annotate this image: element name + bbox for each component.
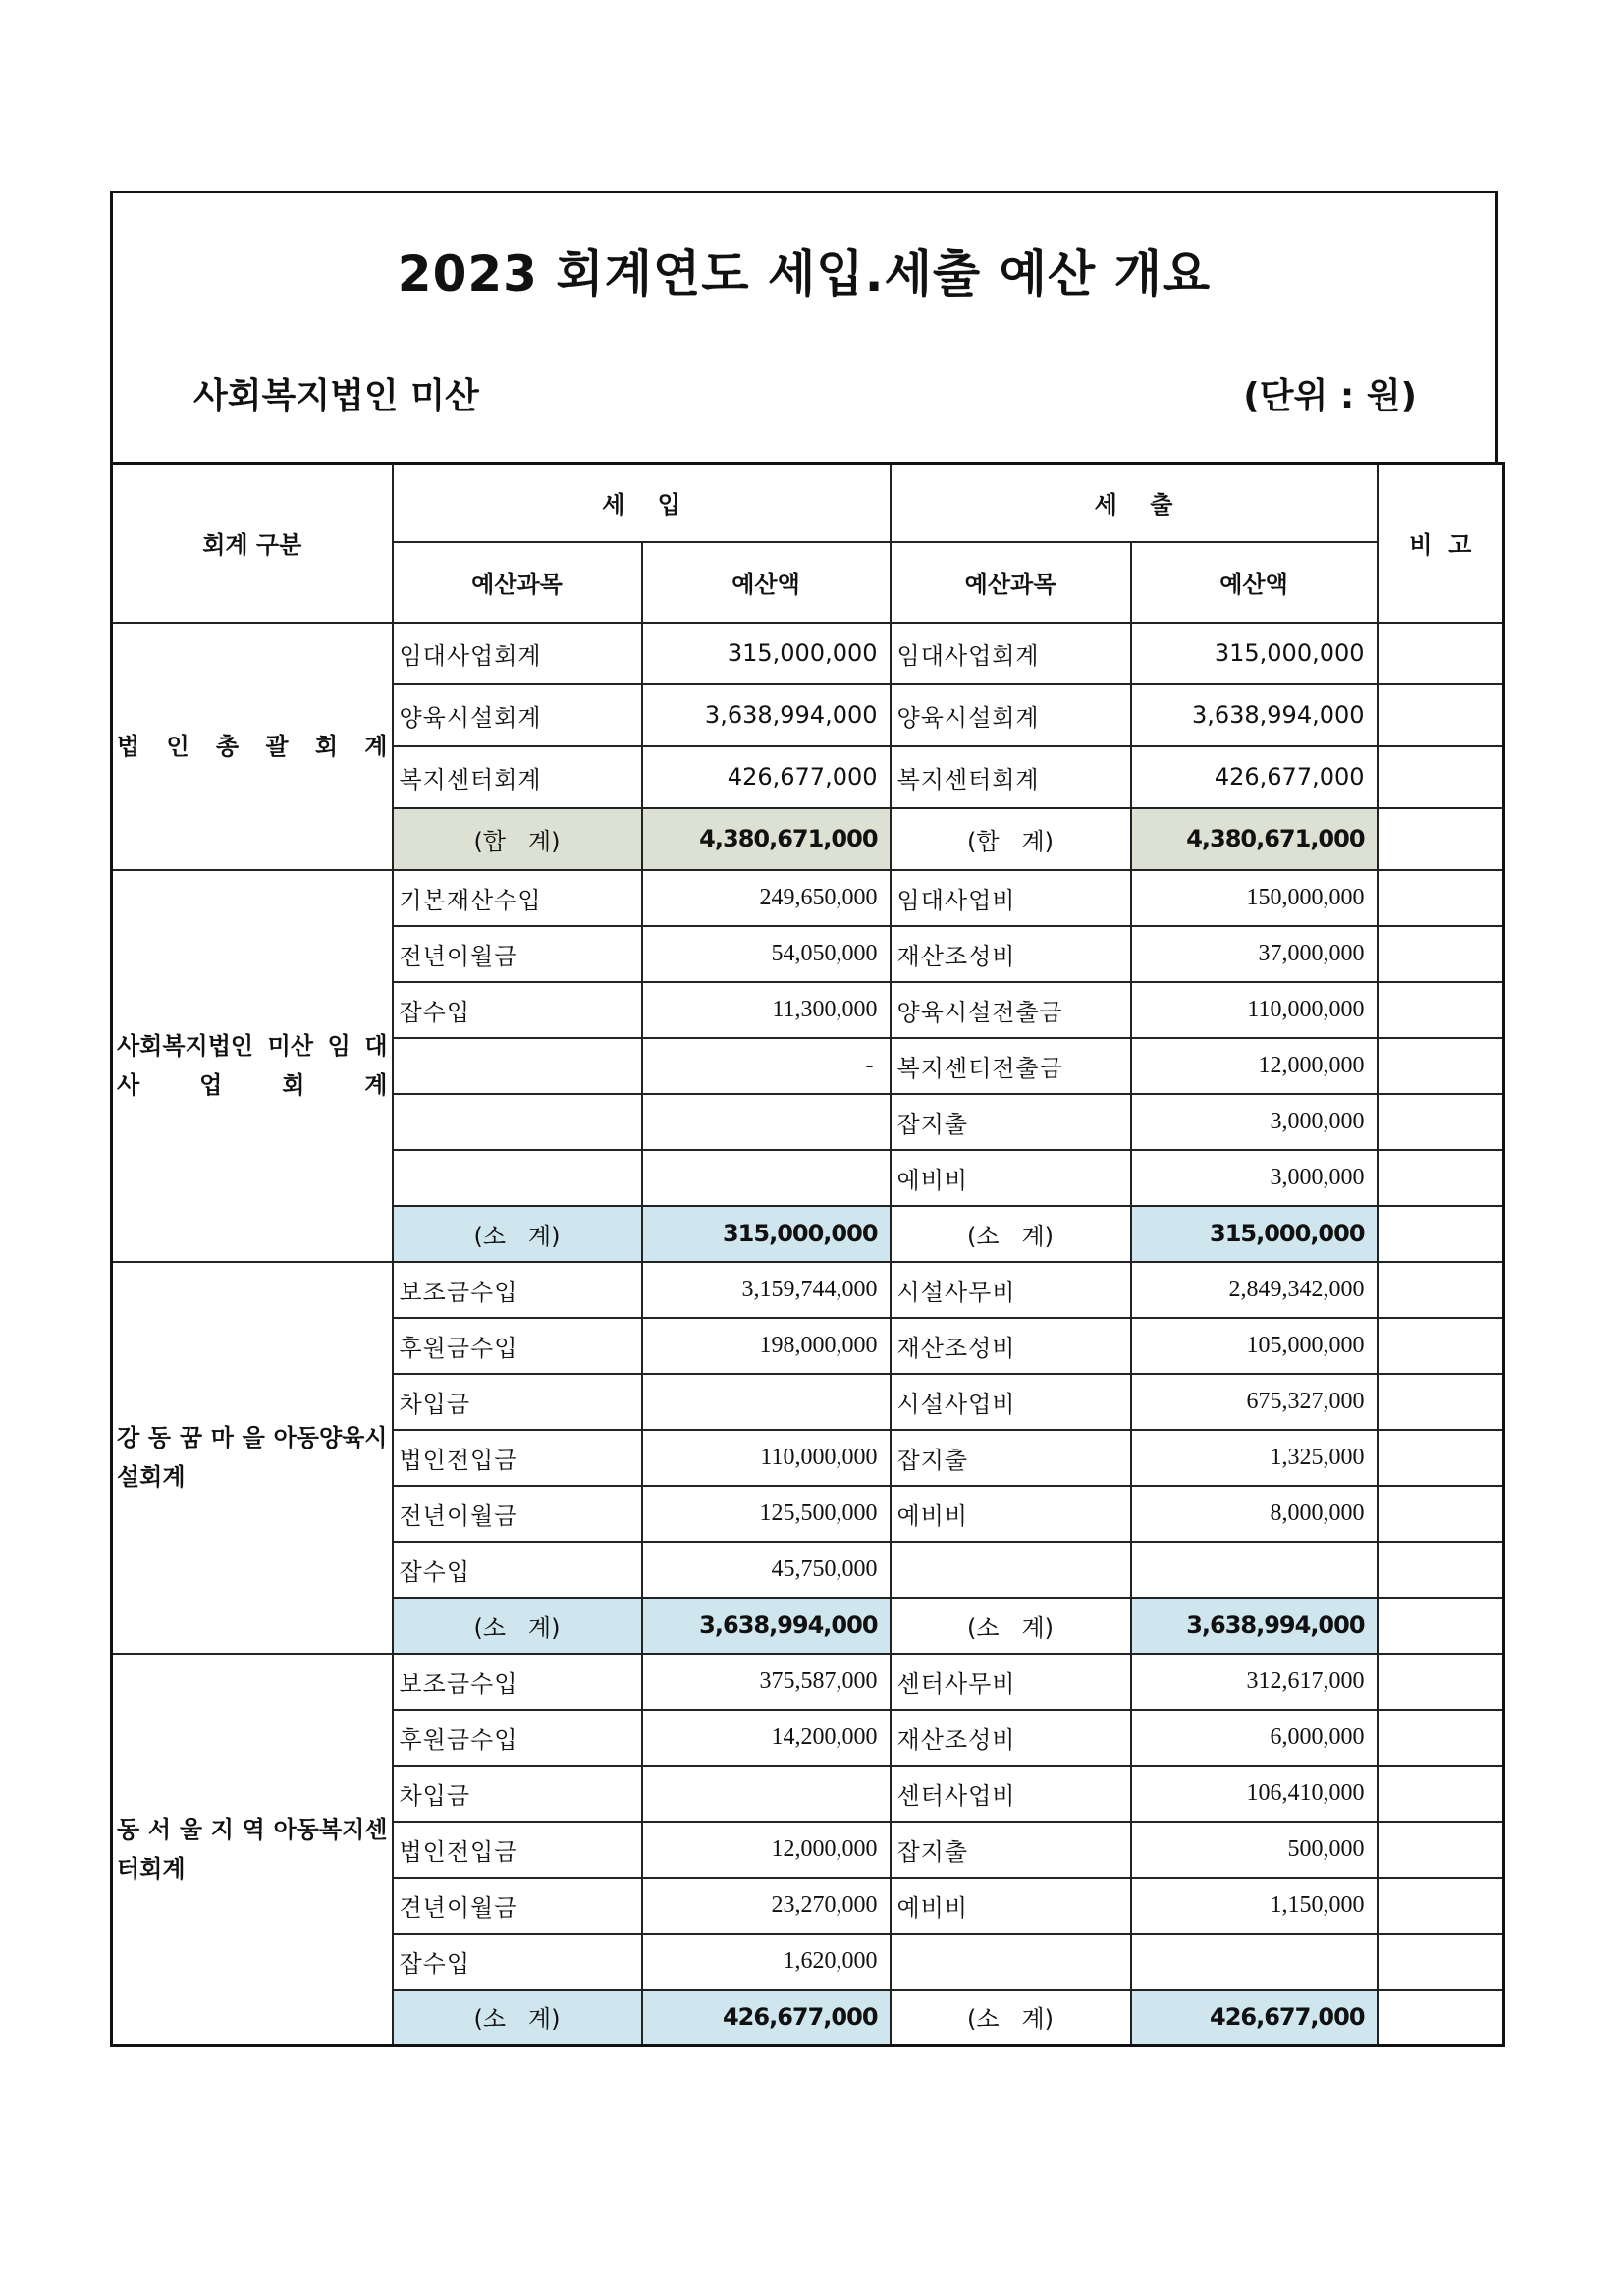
expense-amount: 106,410,000: [1131, 1766, 1378, 1822]
remarks-cell: [1378, 1206, 1504, 1262]
expense-amount: 1,325,000: [1131, 1430, 1378, 1486]
revenue-amount: [642, 1374, 891, 1430]
revenue-item: 전년이월금: [393, 1486, 642, 1542]
header-expense: 세 출: [891, 464, 1378, 542]
expense-item: 잡지출: [891, 1430, 1131, 1486]
sum-label: (소 계): [393, 1598, 642, 1654]
budget-document: [110, 191, 1502, 2168]
remarks-cell: [1378, 1486, 1504, 1542]
account-group-name: 법 인 총 괄 회 계: [112, 623, 393, 870]
sum-expense-label: (소 계): [891, 1990, 1131, 2046]
expense-amount: 12,000,000: [1131, 1038, 1378, 1094]
remarks-cell: [1378, 1318, 1504, 1374]
revenue-item: 잡수입: [393, 1542, 642, 1598]
revenue-item: 잡수입: [393, 982, 642, 1038]
header-remarks: 비 고: [1378, 464, 1504, 623]
revenue-item: 견년이월금: [393, 1878, 642, 1934]
revenue-item: 법인전입금: [393, 1430, 642, 1486]
expense-item: 양육시설회계: [891, 684, 1131, 746]
expense-amount: 1,150,000: [1131, 1878, 1378, 1934]
expense-amount: 110,000,000: [1131, 982, 1378, 1038]
expense-item: [891, 1542, 1131, 1598]
sum-expense-amount: 3,638,994,000: [1131, 1598, 1378, 1654]
header-rev-item: 예산과목: [393, 542, 642, 623]
expense-item: 임대사업비: [891, 870, 1131, 926]
revenue-amount: 426,677,000: [642, 746, 891, 808]
sum-label: (소 계): [393, 1206, 642, 1262]
expense-item: 센터사업비: [891, 1766, 1131, 1822]
unit-label: (단위 : 원): [1243, 376, 1417, 416]
expense-item: 양육시설전출금: [891, 982, 1131, 1038]
expense-amount: 8,000,000: [1131, 1486, 1378, 1542]
sum-revenue-amount: 4,380,671,000: [642, 808, 891, 870]
revenue-amount: 3,159,744,000: [642, 1262, 891, 1318]
expense-item: [891, 1934, 1131, 1990]
revenue-amount: 12,000,000: [642, 1822, 891, 1878]
expense-item: 복지센터회계: [891, 746, 1131, 808]
expense-amount: 2,849,342,000: [1131, 1262, 1378, 1318]
expense-item: 복지센터전출금: [891, 1038, 1131, 1094]
remarks-cell: [1378, 1710, 1504, 1766]
revenue-item: [393, 1094, 642, 1150]
expense-item: 예비비: [891, 1878, 1131, 1934]
remarks-cell: [1378, 870, 1504, 926]
remarks-cell: [1378, 1822, 1504, 1878]
expense-item: 예비비: [891, 1150, 1131, 1206]
expense-amount: [1131, 1934, 1378, 1990]
expense-item: 예비비: [891, 1486, 1131, 1542]
sum-expense-amount: 315,000,000: [1131, 1206, 1378, 1262]
revenue-amount: 249,650,000: [642, 870, 891, 926]
revenue-amount: 54,050,000: [642, 926, 891, 982]
remarks-cell: [1378, 1038, 1504, 1094]
revenue-amount: 23,270,000: [642, 1878, 891, 1934]
remarks-cell: [1378, 1542, 1504, 1598]
sum-label: (소 계): [393, 1990, 642, 2046]
expense-item: 재산조성비: [891, 1710, 1131, 1766]
sum-expense-label: (합 계): [891, 808, 1131, 870]
revenue-amount: 45,750,000: [642, 1542, 891, 1598]
expense-amount: 315,000,000: [1131, 623, 1378, 684]
remarks-cell: [1378, 1654, 1504, 1710]
revenue-amount: 198,000,000: [642, 1318, 891, 1374]
remarks-cell: [1378, 982, 1504, 1038]
sum-expense-label: (소 계): [891, 1206, 1131, 1262]
remarks-cell: [1378, 1150, 1504, 1206]
header-rev-amount: 예산액: [642, 542, 891, 623]
expense-amount: [1131, 1542, 1378, 1598]
revenue-item: [393, 1150, 642, 1206]
remarks-cell: [1378, 808, 1504, 870]
expense-item: 재산조성비: [891, 926, 1131, 982]
remarks-cell: [1378, 623, 1504, 684]
expense-item: 시설사무비: [891, 1262, 1131, 1318]
remarks-cell: [1378, 1094, 1504, 1150]
revenue-amount: 375,587,000: [642, 1654, 891, 1710]
header-exp-item: 예산과목: [891, 542, 1131, 623]
revenue-item: 후원금수입: [393, 1710, 642, 1766]
revenue-amount: [642, 1150, 891, 1206]
expense-item: 시설사업비: [891, 1374, 1131, 1430]
revenue-item: 임대사업회계: [393, 623, 642, 684]
expense-amount: 105,000,000: [1131, 1318, 1378, 1374]
revenue-item: 보조금수입: [393, 1262, 642, 1318]
header-exp-amount: 예산액: [1131, 542, 1378, 623]
remarks-cell: [1378, 684, 1504, 746]
table-row: [112, 870, 1504, 926]
table-row: [112, 1262, 1504, 1318]
remarks-cell: [1378, 1990, 1504, 2046]
revenue-item: 복지센터회계: [393, 746, 642, 808]
expense-item: 재산조성비: [891, 1318, 1131, 1374]
remarks-cell: [1378, 1374, 1504, 1430]
expense-amount: 150,000,000: [1131, 870, 1378, 926]
revenue-item: 차입금: [393, 1374, 642, 1430]
document-header: [110, 191, 1498, 462]
revenue-item: 기본재산수입: [393, 870, 642, 926]
remarks-cell: [1378, 1262, 1504, 1318]
expense-amount: 3,638,994,000: [1131, 684, 1378, 746]
revenue-item: 잡수입: [393, 1934, 642, 1990]
remarks-cell: [1378, 1878, 1504, 1934]
sum-expense-amount: 426,677,000: [1131, 1990, 1378, 2046]
budget-table: [110, 462, 1505, 2047]
expense-amount: 500,000: [1131, 1822, 1378, 1878]
sum-revenue-amount: 315,000,000: [642, 1206, 891, 1262]
sum-revenue-amount: 3,638,994,000: [642, 1598, 891, 1654]
revenue-item: 전년이월금: [393, 926, 642, 982]
sum-expense-amount: 4,380,671,000: [1131, 808, 1378, 870]
table-row: [112, 623, 1504, 684]
revenue-item: 법인전입금: [393, 1822, 642, 1878]
remarks-cell: [1378, 1598, 1504, 1654]
remarks-cell: [1378, 1430, 1504, 1486]
expense-amount: 6,000,000: [1131, 1710, 1378, 1766]
expense-amount: 37,000,000: [1131, 926, 1378, 982]
revenue-item: [393, 1038, 642, 1094]
revenue-amount: 315,000,000: [642, 623, 891, 684]
remarks-cell: [1378, 1766, 1504, 1822]
header-revenue: 세 입: [393, 464, 891, 542]
header-row-top: [112, 464, 1504, 542]
revenue-amount: 11,300,000: [642, 982, 891, 1038]
expense-item: 잡지출: [891, 1822, 1131, 1878]
sum-expense-label: (소 계): [891, 1598, 1131, 1654]
revenue-item: 후원금수입: [393, 1318, 642, 1374]
revenue-amount: 14,200,000: [642, 1710, 891, 1766]
revenue-amount: [642, 1094, 891, 1150]
header-account-type: 회계 구분: [112, 464, 393, 623]
expense-amount: 3,000,000: [1131, 1150, 1378, 1206]
sum-label: (합 계): [393, 808, 642, 870]
account-group-name: 동 서 울 지 역 아동복지센터회계: [112, 1654, 393, 2046]
expense-item: 잡지출: [891, 1094, 1131, 1150]
revenue-item: 보조금수입: [393, 1654, 642, 1710]
account-group-name: 사회복지법인 미산 임 대 사 업 회 계: [112, 870, 393, 1262]
account-group-name: 강 동 꿈 마 을 아동양육시설회계: [112, 1262, 393, 1654]
revenue-item: 차입금: [393, 1766, 642, 1822]
revenue-amount: 1,620,000: [642, 1934, 891, 1990]
organization-name: 사회복지법인 미산: [193, 376, 479, 416]
revenue-amount: 3,638,994,000: [642, 684, 891, 746]
expense-amount: 426,677,000: [1131, 746, 1378, 808]
revenue-amount: -: [642, 1038, 891, 1094]
page-title: 2023 회계연도 세입.세출 예산 개요: [397, 246, 1212, 302]
remarks-cell: [1378, 1934, 1504, 1990]
expense-amount: 675,327,000: [1131, 1374, 1378, 1430]
revenue-amount: [642, 1766, 891, 1822]
revenue-amount: 110,000,000: [642, 1430, 891, 1486]
revenue-item: 양육시설회계: [393, 684, 642, 746]
expense-item: 센터사무비: [891, 1654, 1131, 1710]
sum-revenue-amount: 426,677,000: [642, 1990, 891, 2046]
remarks-cell: [1378, 926, 1504, 982]
expense-amount: 312,617,000: [1131, 1654, 1378, 1710]
expense-amount: 3,000,000: [1131, 1094, 1378, 1150]
remarks-cell: [1378, 746, 1504, 808]
expense-item: 임대사업회계: [891, 623, 1131, 684]
table-row: [112, 1654, 1504, 1710]
revenue-amount: 125,500,000: [642, 1486, 891, 1542]
budget-table-body: [112, 464, 1504, 2046]
